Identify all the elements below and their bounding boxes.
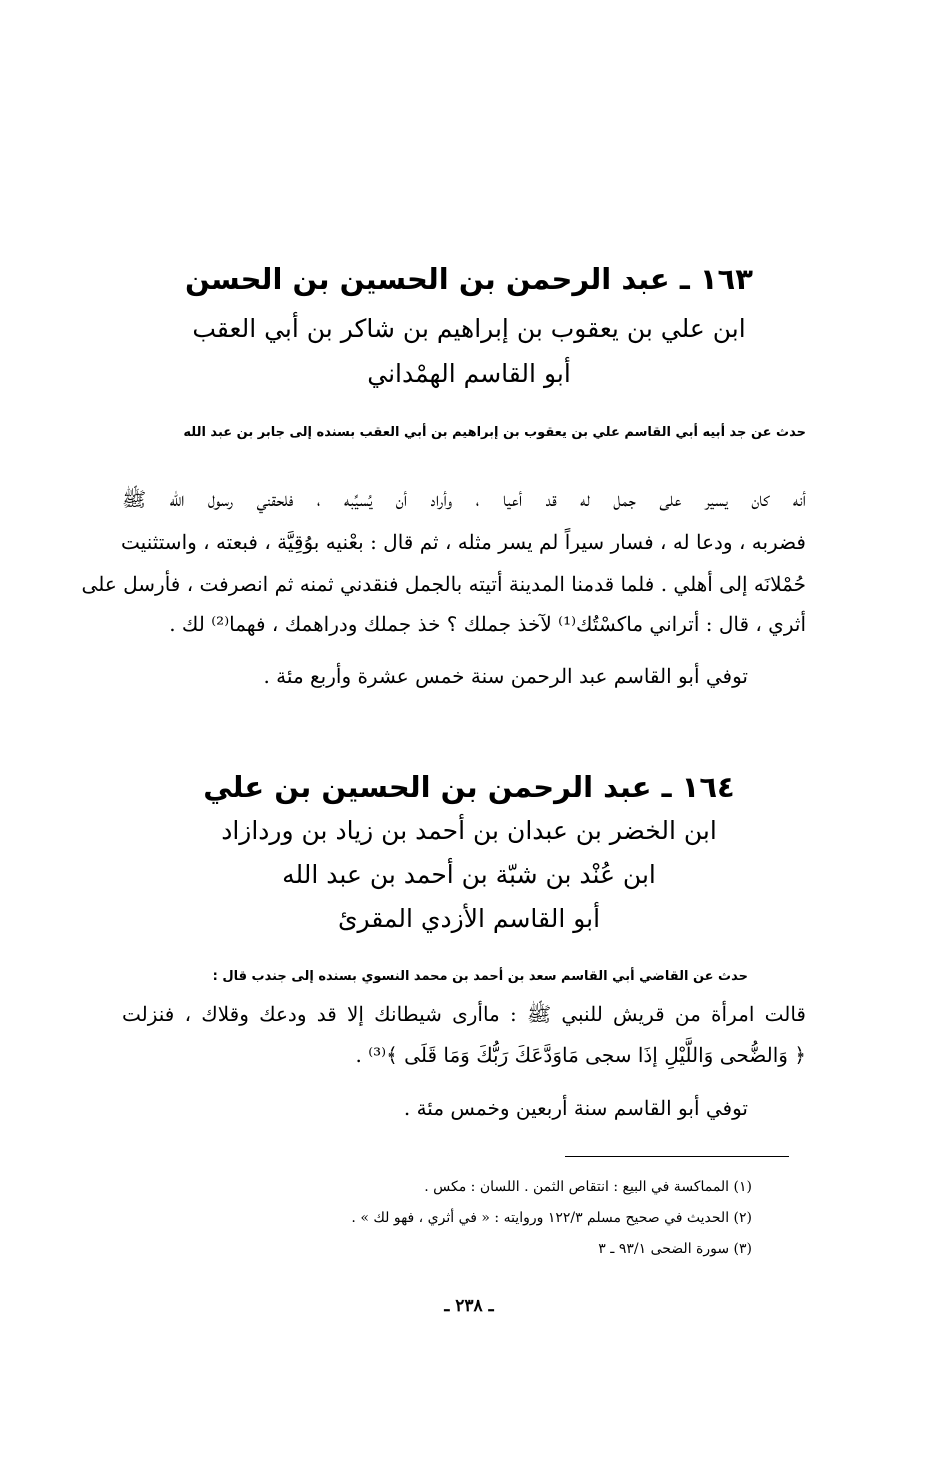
entry-163-text-line: أثري ، قال : أتراني ماكسْتُك⁽¹⁾ لآخذ جملك ؟ خذ جملك ودراهمك ، فهما⁽²⁾ لك . bbox=[169, 612, 806, 636]
entry-163-isnad: حدث عن جد أبيه أبي القاسم علي بن يعقوب بن إبراهيم بن أبي العقب بسنده إلى جابر بن عبد الله bbox=[183, 425, 806, 440]
entry-164-death-note: توفي أبو القاسم سنة أربعين وخمس مئة . bbox=[403, 1096, 748, 1120]
entry-163-text-line: فضربه ، ودعا له ، فسار سيراً لم يسر مثله ، ثم قال : بعْنيه بوُقِيَّة ، فبعته ، واستثنيت bbox=[121, 530, 806, 554]
entry-164-text-line: ﴿ وَالضُّحى وَاللَّيْلِ إذَا سجى مَاوَدَّعَكَ رَبُّكَ وَمَا قَلَى ﴾⁽³⁾ . bbox=[355, 1043, 806, 1067]
entry-164-isnad: حدث عن القاضي أبي القاسم سعد بن أحمد بن محمد النسوي بسنده إلى جندب قال : bbox=[212, 969, 748, 984]
entry-164-text-line: قالت امرأة من قريش للنبي ﷺ : ماأرى شيطانك إلا قد ودعك وقلاك ، فنزلت bbox=[122, 1002, 806, 1026]
footnote-3: (٣) سورة الضحى ٩٣/١ ـ ٣ bbox=[598, 1241, 752, 1257]
entry-164-kunya: أبو القاسم الأزدي المقرئ bbox=[337, 904, 601, 933]
page-number: ـ ٢٣٨ ـ bbox=[444, 1296, 494, 1316]
entry-163-title: ١٦٣ ـ عبد الرحمن بن الحسين بن الحسن bbox=[185, 262, 753, 296]
entry-163-kunya: أبو القاسم الهمْداني bbox=[367, 359, 571, 388]
entry-164-lineage-line-1: ابن الخضر بن عبدان بن أحمد بن زياد بن وردازاد bbox=[221, 816, 717, 845]
footnote-1: (١) المماكسة في البيع : انتقاص الثمن . اللسان : مكس . bbox=[424, 1179, 752, 1195]
entry-163-lineage: ابن علي بن يعقوب بن إبراهيم بن شاكر بن أبي العقب bbox=[192, 314, 746, 343]
entry-164-title: ١٦٤ ـ عبد الرحمن بن الحسين بن علي bbox=[203, 770, 735, 804]
entry-163-text-line: أنه كان يسير على جمل له قد أعيا ، وأراد أن يُسيِّبه ، فلحقني رسول الله ﷺ bbox=[122, 487, 806, 511]
footnote-2: (٢) الحديث في صحيح مسلم ١٢٢/٣ وروايته : « في أثري ، فهو لك » . bbox=[351, 1210, 752, 1226]
entry-163-death-note: توفي أبو القاسم عبد الرحمن سنة خمس عشرة وأربع مئة . bbox=[263, 664, 748, 688]
footnote-separator bbox=[565, 1156, 789, 1157]
entry-164-lineage-line-2: ابن عُنْد بن شبّة بن أحمد بن عبد الله bbox=[282, 860, 656, 889]
entry-163-text-line: حُمْلانَه إلى أهلي . فلما قدمنا المدينة أتيته بالجمل فنقدني ثمنه ثم انصرفت ، فأرسل على bbox=[81, 572, 806, 596]
